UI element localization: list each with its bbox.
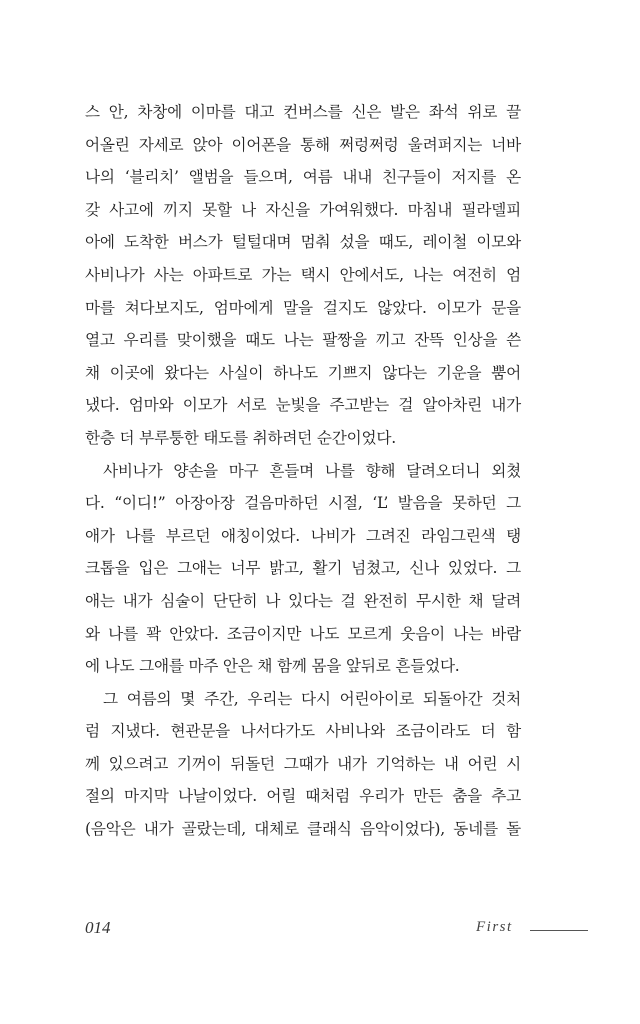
- text-line: 절의 마지막 나날이었다. 어릴 때처럼 우리가 만든 춤을 추고: [85, 787, 521, 806]
- page-number: 014: [85, 918, 111, 937]
- text-line: 갖 사고에 끼지 못할 나 자신을 가여워했다. 마침내 필라델피: [85, 200, 521, 219]
- text-line: 와 나를 꽉 안았다. 조금이지만 나도 모르게 웃음이 나는 바람: [85, 624, 521, 643]
- text-line: 나의 ‘블리치’ 앨범을 들으며, 여름 내내 친구들이 저지를 온: [85, 168, 521, 187]
- paragraph-start-line: 사비나가 양손을 마구 흔들며 나를 향해 달려오더니 외쳤: [103, 461, 521, 480]
- text-line: 럼 지냈다. 현관문을 나서다가도 사비나와 조금이라도 더 함: [85, 722, 521, 741]
- paragraph-end-line: 한층 더 부루퉁한 태도를 취하려던 순간이었다.: [85, 428, 396, 447]
- text-line: 사비나가 사는 아파트로 가는 택시 안에서도, 나는 여전히 엄: [85, 265, 521, 284]
- text-line: 아에 도착한 버스가 털털대며 멈춰 섰을 때도, 레이철 이모와: [85, 233, 521, 252]
- text-line: 마를 쳐다보지도, 엄마에게 말을 걸지도 않았다. 이모가 문을: [85, 298, 521, 317]
- page-footer: [0, 916, 640, 946]
- chapter-label: First: [476, 919, 513, 935]
- text-line: (음악은 내가 골랐는데, 대체로 클래식 음악이었다), 동네를 돌: [85, 820, 521, 839]
- text-line: 스 안, 차창에 이마를 대고 컨버스를 신은 발은 좌석 위로 끌: [85, 103, 521, 121]
- text-line: 어올린 자세로 앉아 이어폰을 통해 쩌렁쩌렁 울려퍼지는 너바: [85, 135, 521, 154]
- paragraph-start-line: 그 여름의 몇 주간, 우리는 다시 어린아이로 되돌아간 것처: [103, 689, 521, 708]
- text-line: 애가 나를 부르던 애칭이었다. 나비가 그려진 라임그린색 탱: [85, 526, 521, 545]
- text-line: 크톱을 입은 그애는 너무 밝고, 활기 넘쳤고, 신나 있었다. 그: [85, 559, 521, 578]
- chapter-rule-divider: [530, 930, 588, 931]
- text-line: 애는 내가 심술이 단단히 나 있다는 걸 완전히 무시한 채 달려: [85, 591, 521, 610]
- paragraph-end-line: 에 나도 그애를 마주 안은 채 함께 몸을 앞뒤로 흔들었다.: [85, 657, 460, 676]
- text-line: 다. “이디!” 아장아장 걸음마하던 시절, ‘L’ 발음을 못하던 그: [85, 494, 521, 513]
- text-line: 냈다. 엄마와 이모가 서로 눈빛을 주고받는 걸 알아차린 내가: [85, 396, 521, 415]
- text-line: 열고 우리를 맞이했을 때도 나는 팔짱을 끼고 잔뜩 인상을 쓴: [85, 331, 521, 350]
- page-body-text: [85, 96, 521, 846]
- text-line: 채 이곳에 왔다는 사실이 하나도 기쁘지 않다는 기운을 뿜어: [85, 363, 521, 382]
- text-line: 께 있으려고 기꺼이 뒤돌던 그때가 내가 기억하는 내 어린 시: [85, 754, 521, 773]
